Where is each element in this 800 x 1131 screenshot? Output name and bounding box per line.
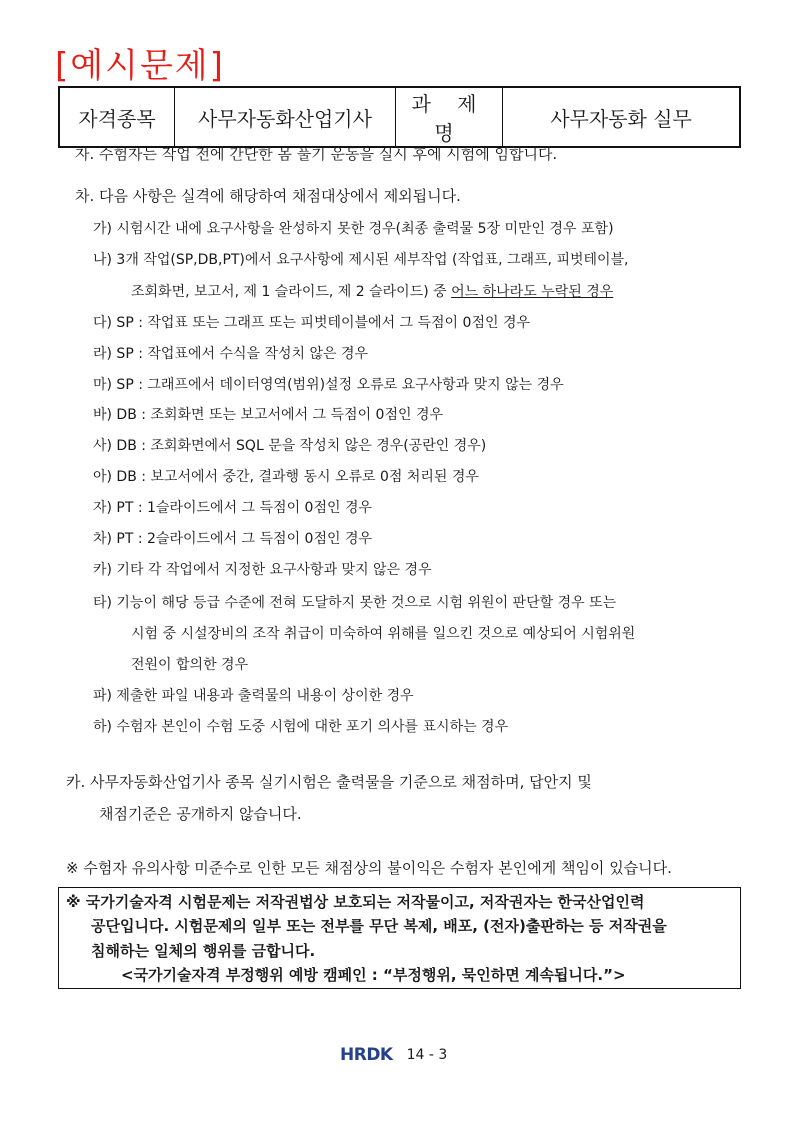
sub-item-ra: 라) SP : 작업표에서 수식을 작성치 않은 경우 (93, 346, 369, 362)
sub-item-da: 다) SP : 작업표 또는 그래프 또는 피벗테이블에서 그 득점이 0점인 경우 (93, 315, 530, 331)
sub-item-ha: 하) 수험자 본인이 수험 도중 시험에 대한 포기 의사를 표시하는 경우 (93, 719, 509, 735)
exam-info-table (58, 86, 741, 148)
hrdk-logo (340, 1045, 393, 1065)
sub-item-ga: 가) 시험시간 내에 요구사항을 완성하지 못한 경우(최종 출력물 5장 미만인 경우 포함) (93, 221, 614, 237)
sub-item-pa: 파) 제출한 파일 내용과 출력물의 내용이 상이한 경우 (93, 688, 414, 704)
sub-item-ka: 카) 기타 각 작업에서 지정한 요구사항과 맞지 않은 경우 (93, 562, 432, 578)
page-footer (340, 1045, 447, 1065)
sub-item-ta-line1: 타) 기능이 해당 등급 수준에 전혀 도달하지 못한 것으로 시험 위원이 판단할 경우 또는 (93, 595, 617, 611)
hrdk-logo-text: HRDK (340, 1045, 393, 1065)
sub-item-a: 아) DB : 보고서에서 중간, 결과행 동시 오류로 0점 처리된 경우 (93, 469, 479, 485)
sub-item-na-line2 (131, 282, 613, 302)
task-label: 과 제 명 (396, 87, 503, 147)
caution-note: ※ 수험자 유의사항 미준수로 인한 모든 채점상의 불이익은 수험자 본인에게 책임이 있습니다. (66, 859, 672, 877)
task-value: 사무자동화 실무 (503, 87, 741, 147)
item-ka-line2: 채점기준은 공개하지 않습니다. (99, 805, 302, 823)
sub-item-ba: 바) DB : 조회화면 또는 보고서에서 그 득점이 0점인 경우 (93, 407, 444, 423)
sub-item-cha: 차) PT : 2슬라이드에서 그 득점이 0점인 경우 (93, 531, 372, 547)
sub-item-ja: 자) PT : 1슬라이드에서 그 득점이 0점인 경우 (93, 500, 372, 516)
subject-value: 사무자동화산업기사 (175, 87, 396, 147)
item-ja: 자. 수험자는 작업 전에 간단한 몸 풀기 운동을 실시 후에 시험에 임합니다. (75, 145, 558, 163)
sub-item-na-underlined: 어느 하나라도 누락된 경우 (451, 284, 614, 300)
notice-line4: <국가기술자격 부정행위 예방 캠페인 : “부정행위, 묵인하면 계속됩니다.”> (121, 966, 626, 984)
sub-item-ma: 마) SP : 그래프에서 데이터영역(범위)설정 오류로 요구사항과 맞지 않는 경우 (93, 377, 564, 393)
item-ka-line1: 카. 사무자동화산업기사 종목 실기시험은 출력물을 기준으로 채점하며, 답안지 및 (66, 773, 592, 791)
notice-line3: 침해하는 일체의 행위를 금합니다. (91, 942, 316, 960)
sub-item-ta-line2: 시험 중 시설장비의 조작 취급이 미숙하여 위해를 일으킨 것으로 예상되어 시험위원 (131, 626, 636, 642)
sub-item-na-line1: 나) 3개 작업(SP,DB,PT)에서 요구사항에 제시된 세부작업 (작업표, 그래프, 피벗테이블, (93, 252, 629, 268)
sub-item-na-text: 조회화면, 보고서, 제 1 슬라이드, 제 2 슬라이드) 중 (131, 284, 452, 300)
notice-line1: ※ 국가기술자격 시험문제는 저작권법상 보호되는 저작물이고, 저작권자는 한국산업인력 (66, 893, 645, 911)
notice-line2: 공단입니다. 시험문제의 일부 또는 전부를 무단 복제, 배포, (전자)출판하는 등 저작권을 (91, 917, 667, 935)
item-cha: 차. 다음 사항은 실격에 해당하여 채점대상에서 제외됩니다. (75, 187, 461, 205)
page-title: [예시문제] (55, 46, 225, 86)
sub-item-sa: 사) DB : 조회화면에서 SQL 문을 작성치 않은 경우(공란인 경우) (93, 438, 487, 454)
sub-item-ta-line3: 전원이 합의한 경우 (131, 657, 249, 673)
subject-label: 자격종목 (59, 87, 175, 147)
page-number: 14 - 3 (406, 1047, 448, 1063)
copyright-notice-box (58, 887, 741, 989)
